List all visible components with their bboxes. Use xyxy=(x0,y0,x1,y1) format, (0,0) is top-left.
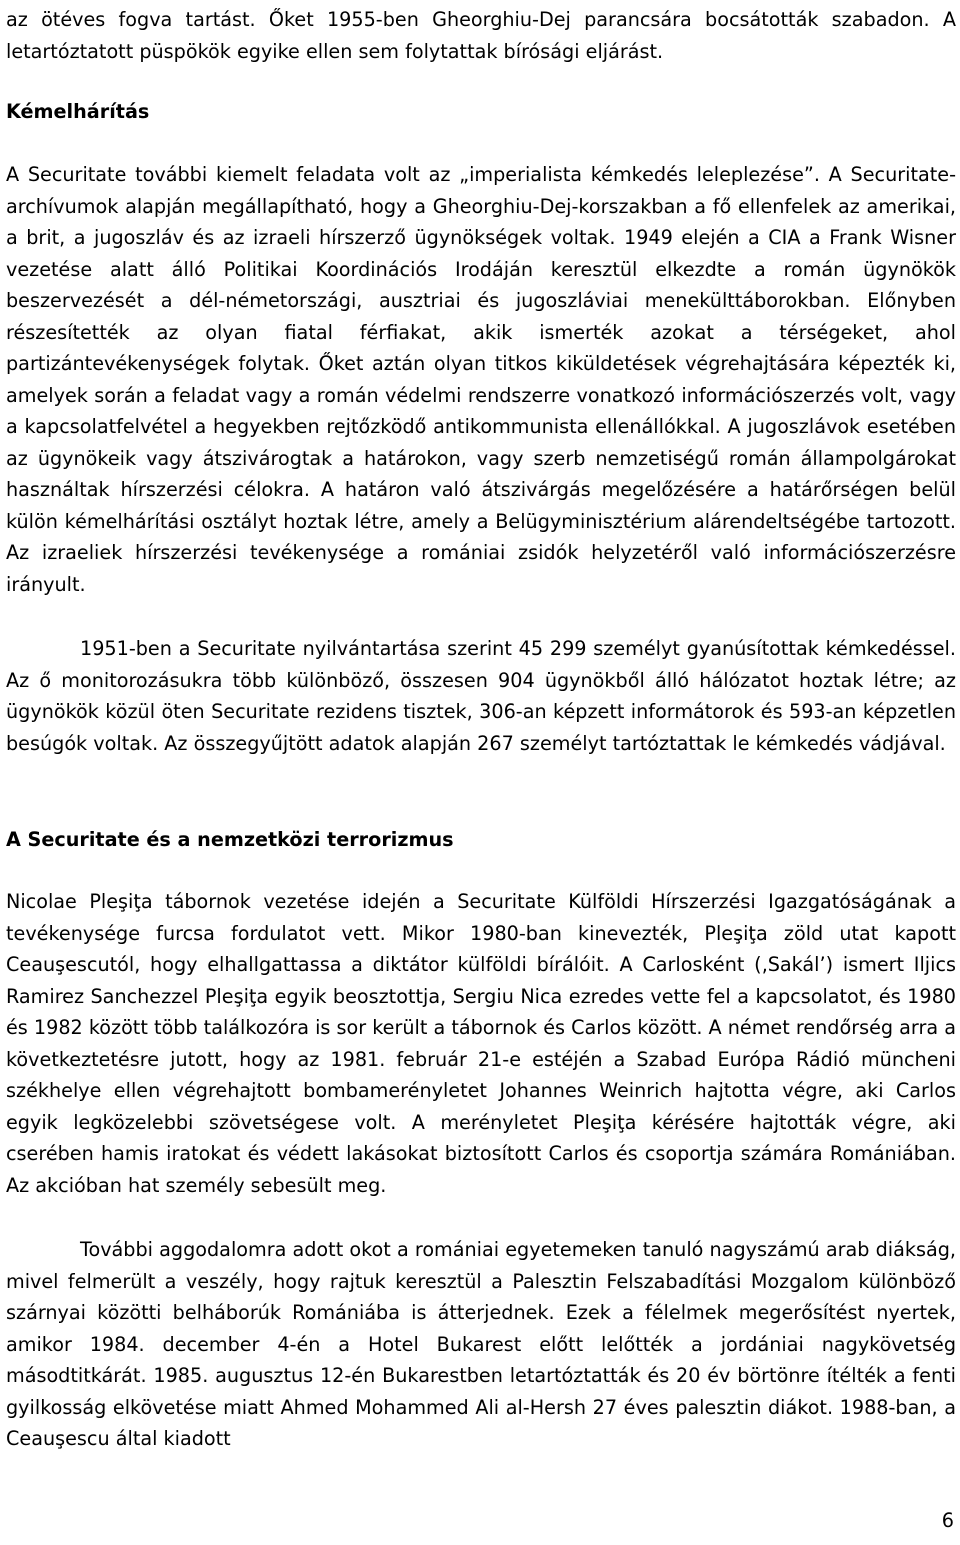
paragraph-arab-diaksag: További aggodalomra adott okot a romániai egyetemeken tanuló nagyszámú arab diákság, mivel felmerült a veszély, hogy rajtuk keresztül a Palesztin Felszabadítási Mozgalom különböző szárnyai közötti belháborúk Romániába is átterjednek. Ezek a félelmek megerősítést nyertek, amikor 1984. december 4-én a Hotel Bukarest előtt lelőtték a jordániai nagykövetség másodtitkárát. 1985. augusztus 12-én Bukarestben letartóztatták és 20 év börtönre ítélték a fenti gyilkosság elkövetése miatt Ahmed Mohammed Ali al-Hersh 27 éves palesztin diákot. 1988-ban, a Ceauşescu által kiadott xyxy=(6,1238,956,1450)
paragraph-intro: az ötéves fogva tartást. Őket 1955-ben Gheorghiu-Dej parancsára bocsátották szabadon. A letartóztatott püspökök egyike ellen sem folytattak bírósági eljárást. xyxy=(6,8,956,63)
paragraph-plesita: Nicolae Pleşiţa tábornok vezetése idején a Securitate Külföldi Hírszerzési Igazgatóságának a tevékenysége furcsa fordulatot vett. Mikor 1980-ban kinevezték, Pleşiţa zöld utat kapott Ceauşescutól, hogy elhallgattassa a diktátor külföldi bírálóit. A Carlosként (‚Sakál’) ismert Iljics Ramirez Sanchezzel Pleşiţa egyik beosztottja, Sergiu Nica ezredes vette fel a kapcsolatot, és 1980 és 1982 között több találkozóra is sor került a tábornok és Carlos között. A német rendőrség arra a következtetésre jutott, hogy az 1981. február 21-e estéjén a Szabad Európa Rádió müncheni székhelye ellen végrehajtott bombamerényletet Johannes Weinrich hajtotta végre, aki Carlos egyik legközelebbi szövetségese volt. A merényletet Pleşiţa kérésére hajtották végre, aki cserében hamis iratokat és védett lakásokat biztosított Carlos és csoportja számára Romániában. Az akcióban hat személy sebesült meg. xyxy=(6,890,956,1197)
heading-kemelharitas: Kémelhárítás xyxy=(6,100,150,123)
paragraph-securitate-kemkedes: A Securitate további kiemelt feladata volt az „imperialista kémkedés leleplezése”. A Securitate-archívumok alapján megállapítható, hogy a Gheorghiu-Dej-korszakban a fő ellenfelek az amerikai, a brit, a jugoszláv és az izraeli hírszerző ügynökségek voltak. 1949 elején a CIA a Frank Wisner vezetése alatt álló Politikai Koordinációs Irodáján keresztül elkezdte a román ügynökök beszervezését a dél-németországi, ausztriai és jugoszláviai menekülttáborokban. Előnyben részesítették az olyan fiatal férfiakat, akik ismerték azokat a térségeket, ahol partizántevékenységek folytak. Őket aztán olyan titkos kiküldetések végrehajtására képezték ki, amelyek során a feladat vagy a román védelmi rendszerre vonatkozó információszerzés volt, vagy a kapcsolatfelvétel a hegyekben rejtőzködő antikommunista ellenállókkal. A jugoszlávok esetében az ügynökeik vagy átszivárogtak a határokon, vagy szerb nemzetiségű román állampolgárokat használtak hírszerzési célokra. A határon való átszivárgás megelőzésére a határőrségen belül külön kémelhárítási osztályt hoztak létre, amely a Belügyminisztérium alárendeltségébe tartozott. Az izraeliek hírszerzési tevékenysége a romániai zsidók helyzetéről való információszerzésre irányult. xyxy=(6,163,956,596)
heading-terrorizmus: A Securitate és a nemzetközi terrorizmus xyxy=(6,828,454,851)
paragraph-1951: 1951-ben a Securitate nyilvántartása szerint 45 299 személyt gyanúsítottak kémkedéssel. Az ő monitorozásukra több különböző, összesen 904 ügynökből álló hálózatot hoztak létre; az ügynökök közül öten Securitate rezidens tisztek, 306-an képzett informátorok és 593-an képzetlen besúgók voltak. Az összegyűjtött adatok alapján 267 személyt tartóztattak le kémkedés vádjával. xyxy=(6,637,956,755)
page-number: 6 xyxy=(941,1509,954,1532)
